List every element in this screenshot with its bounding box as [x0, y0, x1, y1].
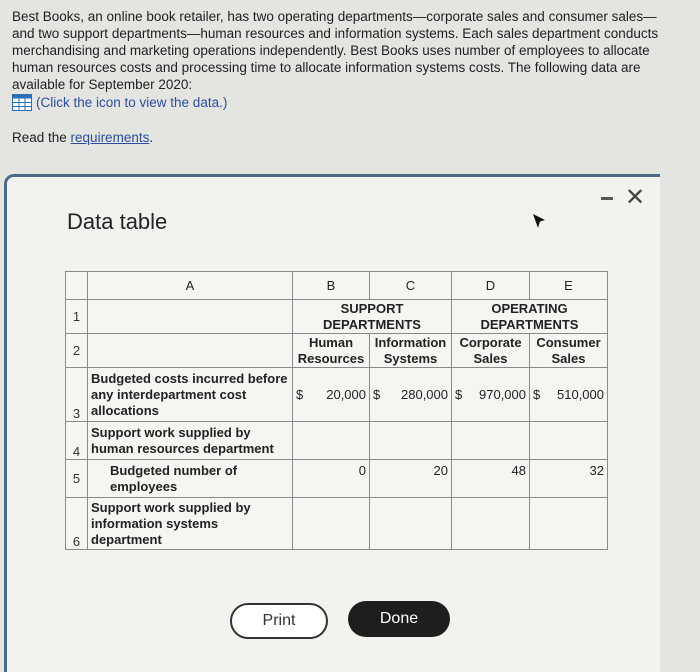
dept-header-hr: Human Resources: [293, 334, 370, 368]
support-departments-header: SUPPORT DEPARTMENTS: [293, 300, 452, 334]
col-letter-a: A: [88, 272, 293, 300]
cell-value: 510,000: [557, 387, 604, 402]
row-number: 6: [66, 498, 88, 550]
table-row: [66, 272, 608, 300]
dept-header-consumer: Consumer Sales: [530, 334, 608, 368]
dollar-sign: $: [455, 387, 463, 402]
row3-label: Budgeted costs incurred before any interdepartment cost allocations: [88, 368, 293, 422]
cell-value: 970,000: [479, 387, 526, 402]
col-letter-c: C: [370, 272, 452, 300]
table-row: [66, 460, 608, 498]
cell-value: 20,000: [326, 387, 366, 402]
dept-header-corporate: Corporate Sales: [452, 334, 530, 368]
data-table-icon[interactable]: [12, 94, 32, 111]
col-letter-d: D: [452, 272, 530, 300]
operating-departments-header: OPERATING DEPARTMENTS: [452, 300, 608, 334]
row4-label: Support work supplied by human resources department: [88, 422, 293, 460]
table-row: [66, 498, 608, 550]
cell-value: 280,000: [401, 387, 448, 402]
row-number: 5: [66, 460, 88, 498]
minimize-icon[interactable]: [601, 197, 613, 200]
table-row: [66, 368, 608, 422]
cell-value: 48: [452, 460, 530, 498]
cell-value: 32: [530, 460, 608, 498]
mouse-cursor-icon: [532, 213, 546, 229]
dollar-sign: $: [373, 387, 381, 402]
data-table-dialog: [4, 174, 660, 672]
row-number: 2: [66, 334, 88, 368]
row5-label: Budgeted number of employees: [88, 460, 293, 498]
dialog-title: Data table: [67, 209, 168, 234]
cell-value: 20: [370, 460, 452, 498]
row-number: 1: [66, 300, 88, 334]
data-table: [65, 271, 608, 550]
read-suffix: .: [149, 130, 154, 145]
dept-header-is: Information Systems: [370, 334, 452, 368]
table-row: [66, 300, 608, 334]
done-button[interactable]: Done: [348, 601, 450, 637]
close-icon[interactable]: ✕: [625, 184, 646, 211]
table-row: [66, 422, 608, 460]
view-data-link[interactable]: [12, 94, 227, 111]
read-prefix: Read the: [12, 130, 71, 145]
col-letter-e: E: [530, 272, 608, 300]
print-button[interactable]: Print: [230, 603, 328, 639]
col-letter-b: B: [293, 272, 370, 300]
problem-text: Best Books, an online book retailer, has two operating departments—corporate sales and consumer sales—and two support departments—human resources and information systems. Each sales department conducts merchandising and marketing operations independently. Best Books uses number of employees to allocate human resources costs and processing time to allocate information systems costs. The following data are available for September 2020:: [12, 9, 659, 92]
table-row: [66, 334, 608, 368]
row-number: 3: [66, 368, 88, 422]
cell-value: 0: [293, 460, 370, 498]
dollar-sign: $: [296, 387, 304, 402]
read-requirements-line: [12, 130, 153, 145]
view-data-label[interactable]: (Click the icon to view the data.): [36, 95, 228, 110]
row-number: 4: [66, 422, 88, 460]
requirements-link[interactable]: requirements: [70, 130, 150, 145]
row6-label: Support work supplied by information systems department: [88, 498, 293, 550]
dollar-sign: $: [533, 387, 541, 402]
